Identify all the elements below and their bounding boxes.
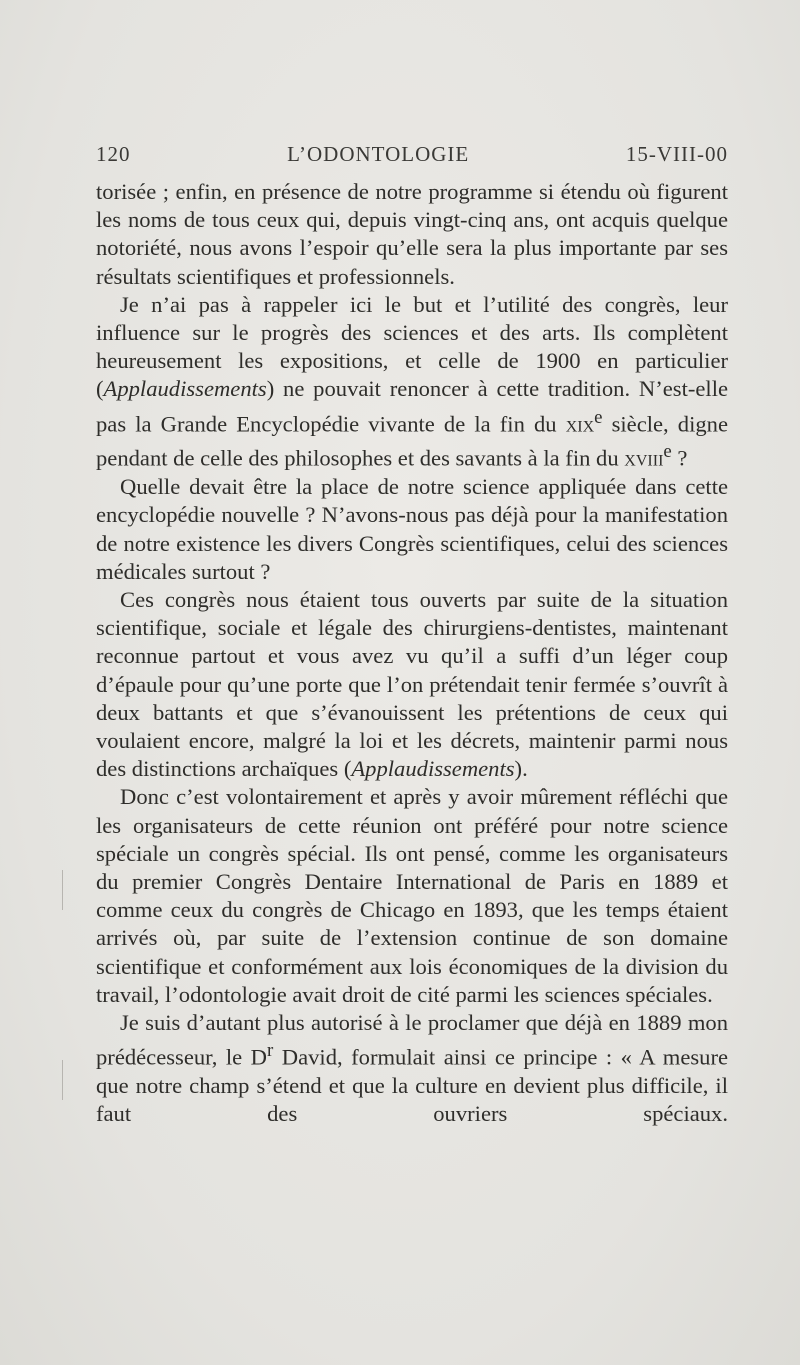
running-head — [96, 142, 728, 167]
applause-note: Applaudissements — [351, 756, 515, 782]
century-numeral: xix — [565, 411, 595, 437]
paragraph-text: ? — [671, 445, 688, 471]
paragraph — [96, 473, 728, 586]
applause-note: Applaudissements — [103, 376, 267, 402]
margin-pencil-mark — [62, 870, 63, 910]
superscript: r — [267, 1040, 274, 1062]
paragraph-text: siècle, digne pendant de celle des philosophes et des savants à la fin du — [96, 411, 728, 471]
journal-title: L’ODONTOLOGIE — [287, 142, 470, 166]
paragraph — [96, 1009, 728, 1157]
paragraph-text: David, formulait ainsi ce principe : « A mesure que notre champ s’étend et que la culture en devient plus difficile, il faut des ouvriers spéciaux. — [96, 1044, 729, 1127]
paragraph — [96, 291, 728, 473]
page-number: 120 — [96, 142, 131, 166]
paragraph-text: Donc c’est volontairement et après y avoir mûrement réfléchi que les organisateurs de cette réunion ont préféré pour notre science spéciale un congrès spécial. Ils ont pensé, comme les organisateurs du premier Congrès Dentaire International de Paris en 1889 et comme ceux du congrès de Chicago en 1893, que les temps étaient arrivés où, par suite de l’extension continue de son domaine scientifique et conformément aux lois économiques de la division du travail, l’odontologie avait droit de cité parmi les sciences spéciales. — [96, 784, 728, 1007]
paragraph-text: Ces congrès nous étaient tous ouverts par suite de la situation scientifique, sociale et légale des chirurgiens-dentistes, maintenant reconnue partout et vous avez vu qu’il a suffi d’un léger coup d’épaule pour qu’une porte que l’on prétendait tenir fermée s’ouvrît à deux battants et que s’évanouissent les prétentions de ceux qui voulaient encore, malgré la loi et les décrets, maintenir parmi nous des distinctions archaïques ( — [96, 586, 728, 782]
paragraph-text: torisée ; enfin, en présence de notre programme si étendu où figurent les noms de tous ceux qui, depuis vingt-cinq ans, ont acquis quelque notoriété, nous avons l’espoir qu’elle sera la plus importante par ses résultats scientifiques et professionnels. — [96, 179, 728, 289]
paragraph-text: ) ne pouvait renoncer à cette tradition. N’est-elle pas la Grande Encyclopédie vivante de la fin du — [96, 376, 728, 437]
paragraph-text: Je n’ai pas à rappeler ici le but et l’utilité des congrès, leur influence sur le progrès des sciences et des arts. Ils complètent heureusement les expositions, et celle de 1900 en particulier ( — [96, 291, 728, 402]
century-numeral: xviii — [624, 445, 664, 471]
paragraph — [96, 783, 728, 1009]
issue-date: 15-VIII-00 — [625, 142, 728, 166]
margin-pencil-mark — [62, 1060, 63, 1100]
superscript: e — [594, 406, 603, 428]
paragraph-text: ). — [514, 756, 528, 782]
body-text — [96, 178, 728, 1157]
paragraph — [96, 586, 728, 783]
superscript: e — [663, 441, 672, 463]
paragraph — [96, 178, 728, 291]
paragraph-text: Je suis d’autant plus autorisé à le proclamer que déjà en 1889 mon prédécesseur, le D — [96, 1009, 728, 1070]
paragraph-text: Quelle devait être la place de notre science appliquée dans cette encyclopédie nouvelle ? N’avons-nous pas déjà pour la manifestation de notre existence les divers Congrès scientifiques, celui des sciences médicales surtout ? — [96, 474, 728, 584]
